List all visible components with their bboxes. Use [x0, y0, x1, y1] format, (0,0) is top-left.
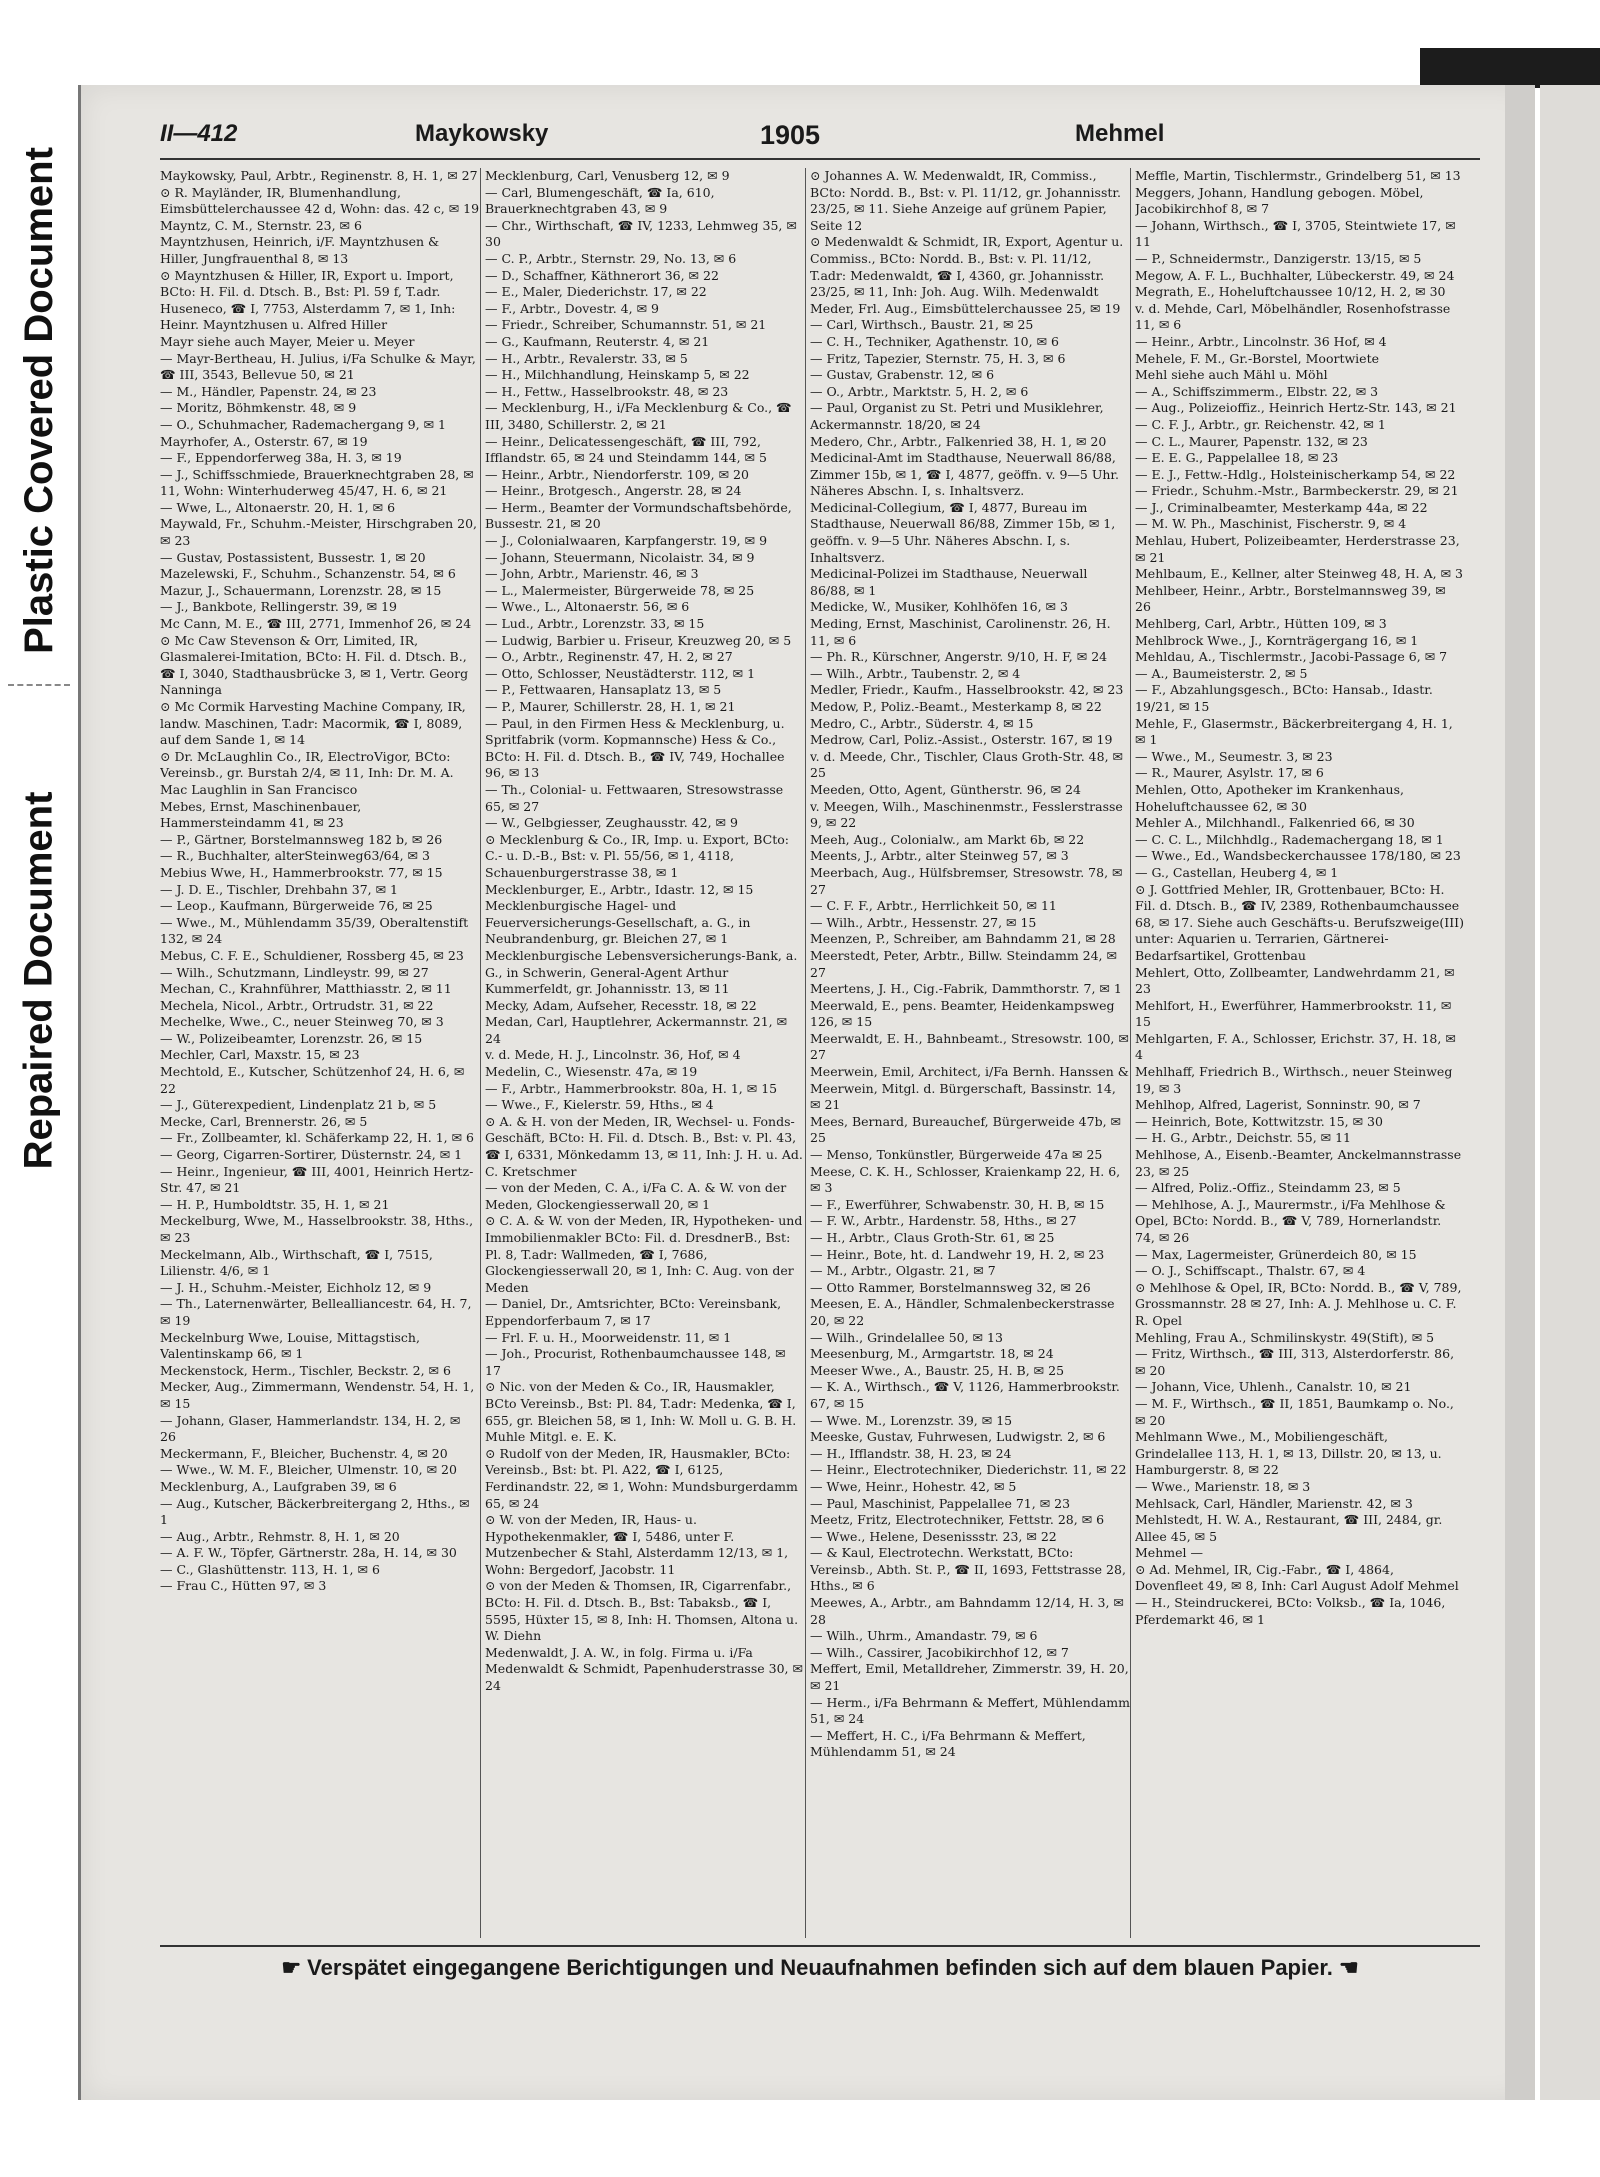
directory-entry: — M. W. Ph., Maschinist, Fischerstr. 9, ✉ 4	[1135, 516, 1407, 532]
plastic-covered-text: Plastic Covered Document	[16, 146, 61, 654]
directory-entry: Maykowsky, Paul, Arbtr., Reginenstr. 8, H. 1, ✉ 27	[160, 168, 478, 183]
directory-entry: — Wilh., Grindelallee 50, ✉ 13	[810, 1329, 1003, 1345]
directory-entry: — Johann, Steuermann, Nicolaistr. 34, ✉ 9	[485, 549, 755, 565]
directory-entry: Mechelke, Wwe., C., neuer Steinweg 70, ✉ 3	[160, 1014, 444, 1030]
directory-entry: Mehler A., Milchhandl., Falkenried 66, ✉ 30	[1135, 815, 1415, 831]
directory-entry: — L., Malermeister, Bürgerweide 78, ✉ 25	[485, 582, 755, 598]
directory-entry: — Carl, Blumengeschäft, ☎ Ia, 610, Brauerknechtgraben 43, ✉ 9	[485, 184, 715, 217]
directory-entry: — C., Glashüttenstr. 113, H. 1, ✉ 6	[160, 1561, 380, 1577]
directory-entry: Meesen, E. A., Händler, Schmalenbeckerstrasse 20, ✉ 22	[810, 1296, 1115, 1328]
directory-entry: — Ph. R., Kürschner, Angerstr. 9/10, H. F, ✉ 24	[810, 649, 1108, 665]
directory-entry: — Fritz, Wirthsch., ☎ III, 313, Alsterdorferstr. 86, ✉ 20	[1135, 1346, 1455, 1378]
directory-entry: — Th., Colonial- u. Fettwaaren, Stresowstrasse 65, ✉ 27	[485, 781, 784, 814]
directory-entry: — J., Colonialwaaren, Karpfangerstr. 19, ✉ 9	[485, 533, 768, 549]
directory-entry: — Heinrich, Bote, Kottwitzstr. 15, ✉ 30	[1135, 1113, 1383, 1129]
directory-entry: Mehlmann Wwe., M., Mobiliengeschäft, Grindelallee 113, H. 1, ✉ 13, Dillstr. 20, ✉ 13, u. Hamburgerstr. 8, ✉ 22	[1135, 1429, 1442, 1478]
directory-entry: — F., Abzahlungsgesch., BCto: Hansab., Idastr. 19/21, ✉ 15	[1135, 682, 1433, 714]
directory-entry: Medler, Friedr., Kaufm., Hasselbrookstr. 42, ✉ 23	[810, 682, 1124, 698]
directory-entry: ⊙ Medenwaldt & Schmidt, IR, Export, Agentur u. Commiss., BCto: Nordd. B., Bst: v. Pl. 11/12, T.adr: Medenwaldt, ☎ I, 4360, gr. Johannisstr. 23/25, ✉ 11, Inh: Joh. Aug. Wilh. Medenwaldt	[810, 234, 1124, 300]
directory-entry: Medenwaldt, J. A. W., in folg. Firma u. i/Fa Medenwaldt & Schmidt, Papenhuderstrasse 30, ✉ 24	[485, 1644, 803, 1694]
directory-entry: Mehlstedt, H. W. A., Restaurant, ☎ III, 2484, gr. Allee 45, ✉ 5	[1135, 1512, 1443, 1544]
scan-edge-dark	[1420, 48, 1600, 88]
directory-entry: — H., Steindruckerei, BCto: Volksb., ☎ Ia, 1046, Pferdemarkt 46, ✉ 1	[1135, 1595, 1446, 1627]
directory-entry: — W., Polizeibeamter, Lorenzstr. 26, ✉ 15	[160, 1030, 423, 1046]
directory-entry: — Wilh., Arbtr., Taubenstr. 2, ✉ 4	[810, 665, 1021, 681]
column-1	[160, 168, 480, 1938]
directory-entry: — Wwe. M., Lorenzstr. 39, ✉ 15	[810, 1412, 1013, 1428]
directory-entry: — John, Arbtr., Marienstr. 46, ✉ 3	[485, 566, 699, 582]
directory-entry: — Alfred, Poliz.-Offiz., Steindamm 23, ✉ 5	[1135, 1180, 1401, 1196]
directory-entry: Meding, Ernst, Maschinist, Carolinenstr. 26, H. 11, ✉ 6	[810, 616, 1111, 648]
directory-entry: Mecklenburg, Carl, Venusberg 12, ✉ 9	[485, 168, 730, 183]
directory-entry: Mayntzhusen, Heinrich, i/F. Mayntzhusen & Hiller, Jungfrauenthal 8, ✉ 13	[160, 234, 440, 266]
directory-entry: Mecklenburger, E., Arbtr., Idastr. 12, ✉ 15	[485, 881, 754, 897]
directory-entry: — Menso, Tonkünstler, Bürgerweide 47a ✉ 25	[810, 1147, 1103, 1163]
directory-entry: v. Meegen, Wilh., Maschinenmstr., Fesslerstrasse 9, ✉ 22	[810, 798, 1123, 831]
directory-entry: — M., Händler, Papenstr. 24, ✉ 23	[160, 383, 377, 399]
directory-entry: — Mehlhose, A. J., Maurermstr., i/Fa Mehlhose & Opel, BCto: Nordd. B., ☎ V, 789, Hornerlandstr. 74, ✉ 26	[1135, 1196, 1446, 1245]
directory-entry: ⊙ Ad. Mehmel, IR, Cig.-Fabr., ☎ I, 4864, Dovenfleet 49, ✉ 8, Inh: Carl August Adolf Mehmel	[1135, 1561, 1459, 1594]
directory-entry: — Aug., Kutscher, Bäckerbreitergang 2, Hths., ✉ 1	[160, 1495, 470, 1528]
directory-entry: Mehlberg, Carl, Arbtr., Hütten 109, ✉ 3	[1135, 616, 1387, 632]
directory-entry: — Aug., Arbtr., Rehmstr. 8, H. 1, ✉ 20	[160, 1528, 400, 1544]
directory-entry: — Wwe., W. M. F., Bleicher, Ulmenstr. 10, ✉ 20	[160, 1462, 457, 1478]
directory-entry: — Gustav, Grabenstr. 12, ✉ 6	[810, 367, 995, 383]
directory-entry: Mehlhop, Alfred, Lagerist, Sonninstr. 90, ✉ 7	[1135, 1097, 1421, 1113]
plastic-covered-label	[0, 120, 78, 680]
directory-entry: Meeske, Gustav, Fuhrwesen, Ludwigstr. 2, ✉ 6	[810, 1429, 1106, 1445]
directory-entry: Mechan, C., Krahnführer, Matthiasstr. 2, ✉ 11	[160, 981, 452, 997]
footer-notice	[160, 1955, 1480, 1981]
directory-entry: — F. W., Arbtr., Hardenstr. 58, Hths., ✉ 27	[810, 1213, 1077, 1229]
directory-entry: Medero, Chr., Arbtr., Falkenried 38, H. 1, ✉ 20	[810, 433, 1107, 449]
directory-entry: — Carl, Wirthsch., Baustr. 21, ✉ 25	[810, 317, 1034, 333]
directory-entry: — F., Arbtr., Dovestr. 4, ✉ 9	[485, 300, 659, 316]
directory-entry: Meerwaldt, E. H., Bahnbeamt., Stresowstr. 100, ✉ 27	[810, 1030, 1129, 1063]
directory-entry: v. d. Mehde, Carl, Möbelhändler, Rosenhofstrasse 11, ✉ 6	[1135, 300, 1451, 333]
directory-entry: — Wwe., L., Altonaerstr. 56, ✉ 6	[485, 599, 690, 615]
directory-entry: Meckelburg, Wwe, M., Hasselbrookstr. 38, Hths., ✉ 23	[160, 1213, 474, 1245]
page-header	[160, 120, 1480, 156]
directory-entry: Meckelmann, Alb., Wirthschaft, ☎ I, 7515, Lilienstr. 4/6, ✉ 1	[160, 1246, 433, 1279]
directory-entry: Mehlbaum, E., Kellner, alter Steinweg 48, H. A, ✉ 3	[1135, 566, 1463, 582]
footer-rule	[160, 1945, 1480, 1947]
directory-entry: — Paul, Organist zu St. Petri und Musiklehrer, Ackermannstr. 18/20, ✉ 24	[810, 400, 1104, 432]
header-rule	[160, 158, 1480, 160]
directory-entry: Medicinal-Amt im Stadthause, Neuerwall 86/88, Zimmer 15b, ✉ 1, ☎ I, 4877, geöffn. v. 9—5 Uhr. Näheres Abschn. I, s. Inhaltsverz.	[810, 450, 1119, 499]
directory-entry: — P., Fettwaaren, Hansaplatz 13, ✉ 5	[485, 682, 722, 698]
directory-entry: Mehlau, Hubert, Polizeibeamter, Herderstrasse 23, ✉ 21	[1135, 533, 1460, 565]
directory-entry: Medicke, W., Musiker, Kohlhöfen 16, ✉ 3	[810, 599, 1068, 615]
column-3	[810, 168, 1130, 1938]
directory-entry: — J., Güterexpedient, Lindenplatz 21 b, ✉ 5	[160, 1097, 437, 1113]
column-divider	[1130, 168, 1131, 1938]
directory-entry: ⊙ W. von der Meden, IR, Haus- u. Hypothekenmakler, ☎ I, 5486, unter F. Mutzenbecher & Stahl, Alsterdamm 12/13, ✉ 1, Wohn: Bergedorf, Jacobstr. 11	[485, 1512, 789, 1577]
directory-entry: — H. G., Arbtr., Deichstr. 55, ✉ 11	[1135, 1130, 1351, 1146]
directory-entry: Meckenstock, Herm., Tischler, Beckstr. 2, ✉ 6	[160, 1362, 451, 1378]
directory-entry: ⊙ Mc Cormik Harvesting Machine Company, IR, landw. Maschinen, T.adr: Macormik, ☎ I, 8089, auf dem Sande 1, ✉ 14	[160, 699, 466, 748]
directory-entry: — Heinr., Arbtr., Niendorferstr. 109, ✉ 20	[485, 466, 749, 482]
directory-entry: — O., Arbtr., Marktstr. 5, H. 2, ✉ 6	[810, 383, 1029, 399]
directory-entry: ⊙ Rudolf von der Meden, IR, Hausmakler, BCto: Vereinsb., Bst: bt. Pl. A22, ☎ I, 6125, Ferdinandstr. 22, ✉ 1, Wohn: Mundsburgerdamm 65, ✉ 24	[485, 1445, 798, 1511]
directory-entry: — Heinr., Arbtr., Lincolnstr. 36 Hof, ✉ 4	[1135, 333, 1387, 349]
directory-entry: — Otto, Schlosser, Neustädterstr. 112, ✉ 1	[485, 665, 756, 681]
directory-entry: Meewes, A., Arbtr., am Bahndamm 12/14, H. 3, ✉ 28	[810, 1595, 1124, 1627]
directory-entry: ⊙ J. Gottfried Mehler, IR, Grottenbauer, BCto: H. Fil. d. Dtsch. B., ☎ IV, 2389, Rothenbaumchaussee 68, ✉ 17. Siehe auch Geschäfts-u. Berufszweige(III) unter: Aquarien u. Terrarien, Gärtnerei-Bedarfsartikel, Grottenbau	[1135, 881, 1464, 963]
directory-entry: Meerstedt, Peter, Arbtr., Billw. Steindamm 24, ✉ 27	[810, 947, 1117, 980]
directory-entry: — Wwe., Helene, Desenissstr. 23, ✉ 22	[810, 1528, 1057, 1544]
directory-entry: Mebius Wwe, H., Hammerbrookstr. 77, ✉ 15	[160, 864, 443, 880]
directory-entry: ⊙ Johannes A. W. Medenwaldt, IR, Commiss., BCto: Nordd. B., Bst: v. Pl. 11/12, gr. Johannisstr. 23/25, ✉ 11. Siehe Anzeige auf grünem Papier, Seite 12	[810, 168, 1121, 233]
directory-entry: Medrow, Carl, Poliz.-Assist., Osterstr. 167, ✉ 19	[810, 732, 1113, 748]
directory-entry: Mehlhose, A., Eisenb.-Beamter, Anckelmannstrasse 23, ✉ 25	[1135, 1147, 1462, 1179]
directory-entry: — H., Arbtr., Revalerstr. 33, ✉ 5	[485, 350, 688, 366]
directory-entry: — Heinr., Electrotechniker, Diederichstr. 11, ✉ 22	[810, 1462, 1127, 1478]
directory-entry: — J. H., Schuhm.-Meister, Eichholz 12, ✉ 9	[160, 1279, 432, 1295]
directory-entry: ⊙ Mayntzhusen & Hiller, IR, Export u. Import, BCto: H. Fil. d. Dtsch. B., Bst: Pl. 59 f, T.adr. Huseneco, ☎ I, 7753, Alsterdamm 7, ✉ 1, Inh: Heinr. Mayntzhusen u. Alfred Hiller	[160, 267, 456, 333]
directory-entry: — F., Arbtr., Hammerbrookstr. 80a, H. 1, ✉ 15	[485, 1080, 778, 1096]
directory-entry: Mehmel —	[1135, 1545, 1203, 1561]
directory-entry: — Mayr-Bertheau, H. Julius, i/Fa Schulke & Mayr, ☎ III, 3543, Bellevue 50, ✉ 21	[160, 350, 476, 383]
directory-entry: — Wwe., Marienstr. 18, ✉ 3	[1135, 1478, 1311, 1494]
directory-entry: — Wwe, L., Altonaerstr. 20, H. 1, ✉ 6	[160, 499, 396, 515]
directory-entry: — J., Schiffsschmiede, Brauerknechtgraben 28, ✉ 11, Wohn: Winterhuderweg 45/47, H. 6, ✉ 21	[160, 466, 474, 499]
directory-entry: — E., Maler, Diederichstr. 17, ✉ 22	[485, 284, 707, 300]
directory-entry: — J. D. E., Tischler, Drehbahn 37, ✉ 1	[160, 881, 399, 897]
directory-entry: — & Kaul, Electrotechn. Werkstatt, BCto: Vereinsb., Abth. St. P., ☎ II, 1693, Fettstrasse 28, Hths., ✉ 6	[810, 1545, 1126, 1594]
directory-entry: — Max, Lagermeister, Grünerdeich 80, ✉ 15	[1135, 1246, 1417, 1262]
directory-entry: Mehlgarten, F. A., Schlosser, Erichstr. 37, H. 18, ✉ 4	[1135, 1030, 1456, 1063]
directory-entry: Mechela, Nicol., Arbtr., Ortrudstr. 31, ✉ 22	[160, 997, 434, 1013]
footer-text: Verspätet eingegangene Berichtigungen und Neuaufnahmen befinden sich auf dem blauen Papier.	[307, 1955, 1333, 1980]
page-edge	[1505, 85, 1535, 2100]
directory-entry: Mazelewski, F., Schuhm., Schanzenstr. 54, ✉ 6	[160, 566, 456, 582]
directory-entry: — H., Arbtr., Claus Groth-Str. 61, ✉ 25	[810, 1230, 1055, 1245]
directory-entry: — Paul, Maschinist, Pappelallee 71, ✉ 23	[810, 1495, 1071, 1511]
directory-entry: — Fr., Zollbeamter, kl. Schäferkamp 22, H. 1, ✉ 6	[160, 1130, 474, 1146]
directory-entry: — J., Criminalbeamter, Mesterkamp 44a, ✉ 22	[1135, 499, 1428, 515]
directory-entry: — E. E. G., Pappelallee 18, ✉ 23	[1135, 450, 1339, 466]
directory-entry: — C. L., Maurer, Papenstr. 132, ✉ 23	[1135, 433, 1368, 449]
directory-entry: Mecker, Aug., Zimmermann, Wendenstr. 54, H. 1, ✉ 15	[160, 1379, 475, 1411]
directory-entry: — Friedr., Schuhm.-Mstr., Barmbeckerstr. 29, ✉ 21	[1135, 483, 1459, 499]
directory-entry: Medelin, C., Wiesenstr. 47a, ✉ 19	[485, 1064, 698, 1080]
directory-entry: Mechler, Carl, Maxstr. 15, ✉ 23	[160, 1047, 360, 1063]
directory-entry: — Johann, Wirthsch., ☎ I, 3705, Steintwiete 17, ✉ 11	[1135, 217, 1456, 250]
directory-entry: — Aug., Polizeioffiz., Heinrich Hertz-Str. 143, ✉ 21	[1135, 400, 1457, 416]
directory-entry: — Herm., Beamter der Vormundschaftsbehörde, Bussestr. 21, ✉ 20	[485, 499, 792, 532]
header-left-name: Maykowsky	[415, 120, 549, 147]
directory-entry: — Heinr., Delicatessengeschäft, ☎ III, 792, Ifflandstr. 65, ✉ 24 und Steindamm 144, ✉ 5	[485, 433, 767, 466]
directory-entry: — J., Bankbote, Rellingerstr. 39, ✉ 19	[160, 599, 398, 615]
directory-entry: Meese, C. K. H., Schlosser, Kraienkamp 22, H. 6, ✉ 3	[810, 1163, 1121, 1196]
directory-entry: Meesenburg, M., Armgartstr. 18, ✉ 24	[810, 1346, 1054, 1362]
directory-entry: — P., Maurer, Schillerstr. 28, H. 1, ✉ 21	[485, 699, 736, 714]
directory-entry: — M., Arbtr., Olgastr. 21, ✉ 7	[810, 1263, 996, 1279]
directory-entry: — Wilh., Schutzmann, Lindleystr. 99, ✉ 27	[160, 964, 429, 980]
directory-entry: — C. F. F., Arbtr., Herrlichkeit 50, ✉ 11	[810, 898, 1057, 914]
directory-entry: Mehldau, A., Tischlermstr., Jacobi-Passage 6, ✉ 7	[1135, 649, 1448, 665]
directory-entry: — W., Gelbgiesser, Zeughausstr. 42, ✉ 9	[485, 815, 738, 831]
directory-entry: — Fritz, Tapezier, Sternstr. 75, H. 3, ✉ 6	[810, 350, 1066, 366]
directory-entry: Mehl siehe auch Mähl u. Möhl	[1135, 367, 1328, 383]
directory-entry: Meents, J., Arbtr., alter Steinweg 57, ✉ 3	[810, 848, 1069, 864]
directory-entry: — Otto Rammer, Borstelmannsweg 32, ✉ 26	[810, 1279, 1091, 1295]
directory-entry: ⊙ R. Mayländer, IR, Blumenhandlung, Eimsbüttelerchaussee 42 d, Wohn: das. 42 c, ✉ 19	[160, 184, 480, 217]
directory-entry: — H. P., Humboldtstr. 35, H. 1, ✉ 21	[160, 1196, 390, 1212]
directory-entry: Mees, Bernard, Bureauchef, Bürgerweide 47b, ✉ 25	[810, 1113, 1122, 1146]
directory-entry: Meckelnburg Wwe, Louise, Mittagstisch, Valentinskamp 66, ✉ 1	[160, 1329, 420, 1362]
directory-entry: — G., Kaufmann, Reuterstr. 4, ✉ 21	[485, 333, 710, 349]
directory-entry: Meerwein, Emil, Architect, i/Fa Bernh. Hanssen & Meerwein, Mitgl. d. Bürgerschaft, Bassinstr. 14, ✉ 21	[810, 1064, 1129, 1113]
directory-entry: Mazur, J., Schauermann, Lorenzstr. 28, ✉ 15	[160, 582, 442, 598]
directory-entry: Meerbach, Aug., Hülfsbremser, Stresowstr. 78, ✉ 27	[810, 864, 1123, 897]
directory-entry: Mehlsack, Carl, Händler, Marienstr. 42, ✉ 3	[1135, 1495, 1413, 1511]
directory-entry: — G., Castellan, Heuberg 4, ✉ 1	[1135, 864, 1339, 880]
page-number: II—412	[160, 120, 238, 147]
directory-entry: Mc Cann, M. E., ☎ III, 2771, Immenhof 26, ✉ 24	[160, 616, 472, 632]
directory-entry: Mehele, F. M., Gr.-Borstel, Moortwiete	[1135, 350, 1379, 366]
directory-entry: — M. F., Wirthsch., ☎ II, 1851, Baumkamp o. No., ✉ 20	[1135, 1395, 1454, 1428]
directory-entry: — Heinr., Ingenieur, ☎ III, 4001, Heinrich Hertz-Str. 47, ✉ 21	[160, 1163, 474, 1196]
directory-entry: Mehlbeer, Heinr., Arbtr., Borstelmannsweg 39, ✉ 26	[1135, 582, 1446, 615]
header-year: 1905	[760, 120, 821, 150]
directory-entry: — A., Baumeisterstr. 2, ✉ 5	[1135, 665, 1308, 681]
directory-entry: — Heinr., Brotgesch., Angerstr. 28, ✉ 24	[485, 483, 742, 499]
directory-entry: Mebus, C. F. E., Schuldiener, Rossberg 45, ✉ 23	[160, 947, 464, 963]
directory-entry: Mehling, Frau A., Schmilinskystr. 49(Stift), ✉ 5	[1135, 1329, 1435, 1345]
directory-entry: — Heinr., Bote, ht. d. Landwehr 19, H. 2, ✉ 23	[810, 1246, 1105, 1262]
directory-entry: ⊙ Mecklenburg & Co., IR, Imp. u. Export, BCto: C.- u. D.-B., Bst: v. Pl. 55/56, ✉ 1, 4118, Schauenburgerstrasse 38, ✉ 1	[485, 831, 789, 880]
directory-entry: — Moritz, Böhmkenstr. 48, ✉ 9	[160, 400, 357, 416]
directory-entry: — A. F. W., Töpfer, Gärtnerstr. 28a, H. 14, ✉ 30	[160, 1545, 457, 1561]
directory-entry: Meeh, Aug., Colonialw., am Markt 6b, ✉ 22	[810, 831, 1085, 847]
directory-entry: ⊙ C. A. & W. von der Meden, IR, Hypotheken- und Immobilienmakler BCto: Fil. d. DresdnerB., Bst: Pl. 8, T.adr: Wallmeden, ☎ I, 7686, Glockengiesserwall 20, ✉ 1, Inh: C. Aug. von der Meden	[485, 1213, 803, 1295]
directory-entry: — Wilh., Cassirer, Jacobikirchhof 12, ✉ 7	[810, 1644, 1069, 1660]
directory-entry: Meeser Wwe., A., Baustr. 25, H. B, ✉ 25	[810, 1362, 1065, 1378]
directory-entry: Mechtold, E., Kutscher, Schützenhof 24, H. 6, ✉ 22	[160, 1064, 465, 1096]
directory-entry: Medicinal-Collegium, ☎ I, 4877, Bureau im Stadthause, Neuerwall 86/88, Zimmer 15b, ✉ 1, geöffn. v. 9—5 Uhr. Näheres Abschn. I, s. Inhaltsverz.	[810, 499, 1116, 565]
directory-entry: Meggers, Johann, Handlung gebogen. Möbel, Jacobikirchhof 8, ✉ 7	[1135, 184, 1424, 217]
directory-entry: ⊙ Mc Caw Stevenson & Orr, Limited, IR, Glasmalerei-Imitation, BCto: H. Fil. d. Dtsch. B., ☎ I, 3040, Stadthausbrücke 3, ✉ 1, Vertr. Georg Nanninga	[160, 632, 469, 698]
directory-entry: — P., Schneidermstr., Danzigerstr. 13/15, ✉ 5	[1135, 250, 1422, 266]
directory-entry: — Paul, in den Firmen Hess & Mecklenburg, u. Spritfabrik (vorm. Kopmannsche) Hess & Co., BCto: H. Fil. d. Dtsch. B., ☎ IV, 749, Hochallee 96, ✉ 13	[485, 715, 785, 781]
directory-entry: Mehle, F., Glasermstr., Bäckerbreitergang 4, H. 1, ✉ 1	[1135, 715, 1453, 748]
directory-entry: Meeden, Otto, Agent, Güntherstr. 96, ✉ 24	[810, 781, 1081, 797]
directory-entry: — Meffert, H. C., i/Fa Behrmann & Meffert, Mühlendamm 51, ✉ 24	[810, 1727, 1086, 1760]
directory-entry: — Joh., Procurist, Rothenbaumchaussee 148, ✉ 17	[485, 1346, 786, 1378]
repaired-text: Repaired Document	[16, 791, 61, 1169]
directory-entry: — R., Buchhalter, alterSteinweg63/64, ✉ 3	[160, 848, 430, 864]
directory-entry: Mecklenburgische Hagel- und Feuerversicherungs-Gesellschaft, a. G., in Neubrandenburg, gr. Bleichen 27, ✉ 1	[485, 898, 751, 947]
directory-entry: Medicinal-Polizei im Stadthause, Neuerwall 86/88, ✉ 1	[810, 566, 1088, 598]
repaired-label	[0, 700, 78, 1260]
directory-entry: — Frl. F. u. H., Moorweidenstr. 11, ✉ 1	[485, 1329, 732, 1345]
directory-entry: — P., Gärtner, Borstelmannsweg 182 b, ✉ 26	[160, 831, 443, 847]
directory-entry: — Herm., i/Fa Behrmann & Meffert, Mühlendamm 51, ✉ 24	[810, 1694, 1130, 1727]
directory-entry: Medow, P., Poliz.-Beamt., Mesterkamp 8, ✉ 22	[810, 699, 1102, 714]
directory-entry: — Ludwig, Barbier u. Friseur, Kreuzweg 20, ✉ 5	[485, 632, 792, 648]
directory-entry: — O. J., Schiffscapt., Thalstr. 67, ✉ 4	[1135, 1263, 1366, 1279]
directory-entry: Mehlhaff, Friedrich B., Wirthsch., neuer Steinweg 19, ✉ 3	[1135, 1064, 1453, 1096]
directory-entry: Mayr siehe auch Mayer, Meier u. Meyer	[160, 333, 415, 349]
column-divider	[480, 168, 481, 1938]
directory-entry: — Leop., Kaufmann, Bürgerweide 76, ✉ 25	[160, 898, 433, 914]
directory-entry: Meffle, Martin, Tischlermstr., Grindelberg 51, ✉ 13	[1135, 168, 1461, 183]
directory-entry: Mecklenburgische Lebensversicherungs-Bank, a. G., in Schwerin, General-Agent Arthur Kummerfeldt, gr. Johannisstr. 13, ✉ 11	[485, 947, 798, 997]
directory-entry: — K. A., Wirthsch., ☎ V, 1126, Hammerbrookstr. 67, ✉ 15	[810, 1379, 1120, 1411]
pointing-hand-right-icon: ☚	[1338, 1955, 1359, 1980]
directory-entry: Medan, Carl, Hauptlehrer, Ackermannstr. 21, ✉ 24	[485, 1014, 788, 1046]
directory-entry: — H., Milchhandlung, Heinskamp 5, ✉ 22	[485, 367, 750, 383]
directory-entry: — Wilh., Uhrm., Amandastr. 79, ✉ 6	[810, 1628, 1038, 1644]
directory-entry: ⊙ Nic. von der Meden & Co., IR, Hausmakler, BCto Vereinsb., Bst: Pl. 84, T.adr: Medenka, ☎ I, 655, gr. Bleichen 58, ✉ 1, Inh: W. Moll u. G. B. H. Muhle Mitgl. e. E. K.	[485, 1379, 797, 1445]
directory-entry: Meetz, Fritz, Electrotechniker, Fettstr. 28, ✉ 6	[810, 1512, 1105, 1528]
directory-entry: Meckermann, F., Bleicher, Buchenstr. 4, ✉ 20	[160, 1445, 448, 1461]
directory-entry: ⊙ Mehlhose & Opel, IR, BCto: Nordd. B., ☎ V, 789, Grossmannstr. 28 ✉ 27, Inh: A. J. Mehlhose u. C. F. R. Opel	[1135, 1279, 1462, 1328]
directory-entry: — Mecklenburg, H., i/Fa Mecklenburg & Co., ☎ III, 3480, Schillerstr. 2, ✉ 21	[485, 400, 792, 432]
directory-entry: ⊙ A. & H. von der Meden, IR, Wechsel- u. Fonds-Geschäft, BCto: H. Fil. d. Dtsch. B., Bst: v. Pl. 43, ☎ I, 6331, Mönkedamm 13, ✉ 11, Inh: J. H. u. Ad. C. Kretschmer	[485, 1113, 803, 1179]
directory-entry: Mayntz, C. M., Sternstr. 23, ✉ 6	[160, 217, 362, 233]
directory-entry: — O., Arbtr., Reginenstr. 47, H. 2, ✉ 27	[485, 649, 733, 665]
directory-entry: ⊙ von der Meden & Thomsen, IR, Cigarrenfabr., BCto: H. Fil. d. Dtsch. B., Bst: Tabaksb., ☎ I, 5595, Hüxter 15, ✉ 8, Inh: H. Thomsen, Altona u. W. Diehn	[485, 1578, 799, 1644]
directory-entry: — F., Ewerführer, Schwabenstr. 30, H. B, ✉ 15	[810, 1196, 1105, 1212]
directory-entry: — Johann, Glaser, Hammerlandstr. 134, H. 2, ✉ 26	[160, 1412, 461, 1445]
directory-entry: — E. J., Fettw.-Hdlg., Holsteinischerkamp 54, ✉ 22	[1135, 466, 1456, 482]
directory-entry: — von der Meden, C. A., i/Fa C. A. & W. von der Meden, Glockengiesserwall 20, ✉ 1	[485, 1180, 787, 1212]
directory-entry: Meffert, Emil, Metalldreher, Zimmerstr. 39, H. 20, ✉ 21	[810, 1661, 1129, 1694]
directory-entry: Meenzen, P., Schreiber, am Bahndamm 21, ✉ 28	[810, 931, 1116, 947]
directory-entry: Mehlen, Otto, Apotheker im Krankenhaus, Hoheluftchaussee 62, ✉ 30	[1135, 781, 1404, 814]
directory-entry: — D., Schaffner, Käthnerort 36, ✉ 22	[485, 267, 719, 283]
scan-edge-strip	[1540, 85, 1600, 2100]
directory-entry: — Wwe, Heinr., Hohestr. 42, ✉ 5	[810, 1478, 1017, 1494]
directory-entry: — A., Schiffszimmerm., Elbstr. 22, ✉ 3	[1135, 383, 1379, 399]
directory-entry: — Georg, Cigarren-Sortirer, Düsternstr. 24, ✉ 1	[160, 1147, 463, 1163]
column-2	[485, 168, 805, 1938]
directory-entry: — Wwe., M., Seumestr. 3, ✉ 23	[1135, 748, 1333, 764]
directory-entry: — O., Schuhmacher, Rademachergang 9, ✉ 1	[160, 416, 446, 432]
directory-entry: — Wwe., M., Mühlendamm 35/39, Oberaltenstift 132, ✉ 24	[160, 914, 469, 947]
directory-entry: Megow, A. F. L., Buchhalter, Lübeckerstr. 49, ✉ 24	[1135, 267, 1455, 283]
directory-entry: Maywald, Fr., Schuhm.-Meister, Hirschgraben 20, ✉ 23	[160, 516, 478, 549]
directory-entry: — Chr., Wirthschaft, ☎ IV, 1233, Lehmweg 35, ✉ 30	[485, 217, 797, 250]
directory-entry: — C. P., Arbtr., Sternstr. 29, No. 13, ✉ 6	[485, 250, 737, 266]
directory-entry: — H., Ifflandstr. 38, H. 23, ✉ 24	[810, 1445, 1012, 1461]
directory-entry: — Johann, Vice, Uhlenh., Canalstr. 10, ✉ 21	[1135, 1379, 1412, 1395]
directory-entry: Mehlbrock Wwe., J., Kornträgergang 16, ✉ 1	[1135, 632, 1419, 648]
directory-entry: Mehlert, Otto, Zollbeamter, Landwehrdamm 21, ✉ 23	[1135, 964, 1455, 997]
directory-entry: v. d. Mede, H. J., Lincolnstr. 36, Hof, ✉ 4	[485, 1047, 741, 1063]
directory-entry: Mehlfort, H., Ewerführer, Hammerbrookstr. 11, ✉ 15	[1135, 997, 1452, 1030]
directory-entry: — Daniel, Dr., Amtsrichter, BCto: Vereinsbank, Eppendorferbaum 7, ✉ 17	[485, 1296, 782, 1328]
label-separator	[8, 684, 70, 686]
column-divider	[805, 168, 806, 1938]
directory-entry: — Frau C., Hütten 97, ✉ 3	[160, 1578, 327, 1594]
directory-entry: — Lud., Arbtr., Lorenzstr. 33, ✉ 15	[485, 616, 705, 632]
directory-entry: Megrath, E., Hoheluftchaussee 10/12, H. 2, ✉ 30	[1135, 284, 1446, 300]
directory-entry: — Wwe., F., Kielerstr. 59, Hths., ✉ 4	[485, 1097, 714, 1113]
directory-entry: — Wwe., Ed., Wandsbeckerchaussee 178/180, ✉ 23	[1135, 848, 1461, 864]
header-right-name: Mehmel	[1075, 120, 1165, 147]
directory-entry: v. d. Meede, Chr., Tischler, Claus Groth-Str. 48, ✉ 25	[810, 748, 1123, 781]
directory-entry: — C. H., Techniker, Agathenstr. 10, ✉ 6	[810, 333, 1059, 349]
pointing-hand-left-icon: ☛	[281, 1955, 302, 1980]
directory-entry: — R., Maurer, Asylstr. 17, ✉ 6	[1135, 765, 1324, 781]
directory-entry: Mecke, Carl, Brennerstr. 26, ✉ 5	[160, 1113, 368, 1129]
directory-entry: — F., Eppendorferweg 38a, H. 3, ✉ 19	[160, 450, 402, 466]
directory-entry: — H., Fettw., Hasselbrookstr. 48, ✉ 23	[485, 383, 729, 399]
directory-entry: Mecklenburg, A., Laufgraben 39, ✉ 6	[160, 1478, 397, 1494]
directory-entry: Mayrhofer, A., Osterstr. 67, ✉ 19	[160, 433, 368, 449]
directory-entry: — Gustav, Postassistent, Bussestr. 1, ✉ 20	[160, 549, 426, 565]
directory-entry: Meerwald, E., pens. Beamter, Heidenkampsweg 126, ✉ 15	[810, 997, 1115, 1030]
directory-entry: Mecky, Adam, Aufseher, Recesstr. 18, ✉ 22	[485, 997, 757, 1013]
directory-entry: — Friedr., Schreiber, Schumannstr. 51, ✉ 21	[485, 317, 767, 333]
column-4	[1135, 168, 1465, 1938]
directory-entry: — C. F. J., Arbtr., gr. Reichenstr. 42, ✉ 1	[1135, 416, 1386, 432]
directory-entry: — Wilh., Arbtr., Hessenstr. 27, ✉ 15	[810, 914, 1037, 930]
directory-entry: ⊙ Dr. McLaughlin Co., IR, ElectroVigor, BCto: Vereinsb., gr. Burstah 2/4, ✉ 11, Inh: Dr. M. A. Mac Laughlin in San Francisco	[160, 748, 454, 797]
directory-entry: — Th., Laternenwärter, Bellealliancestr. 64, H. 7, ✉ 19	[160, 1296, 472, 1328]
directory-entry: Meertens, J. H., Cig.-Fabrik, Dammthorstr. 7, ✉ 1	[810, 981, 1122, 997]
directory-entry: Medro, C., Arbtr., Süderstr. 4, ✉ 15	[810, 715, 1034, 731]
directory-entry: Mebes, Ernst, Maschinenbauer, Hammersteindamm 41, ✉ 23	[160, 798, 362, 831]
directory-entry: — C. C. L., Milchhdlg., Rademachergang 18, ✉ 1	[1135, 831, 1444, 847]
directory-entry: Meder, Frl. Aug., Eimsbüttelerchaussee 25, ✉ 19	[810, 300, 1121, 316]
